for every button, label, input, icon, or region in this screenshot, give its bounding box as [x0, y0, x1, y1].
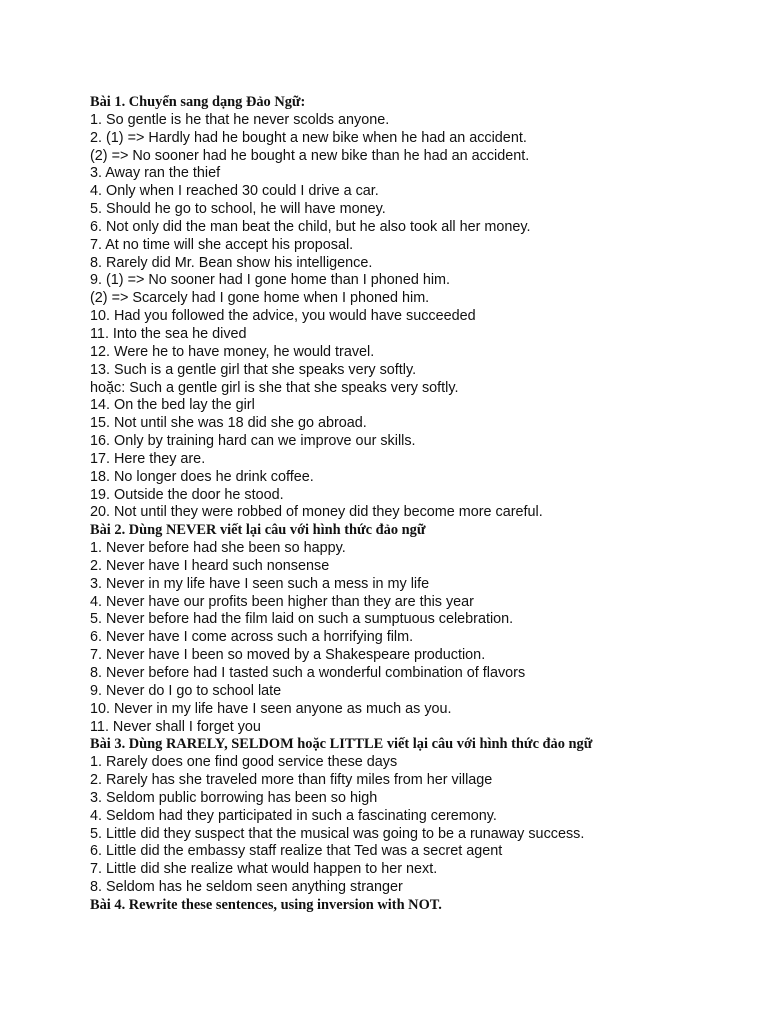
answer-line: 10. Had you followed the advice, you would have succeeded [90, 308, 476, 325]
answer-line: 10. Never in my life have I seen anyone as much as you. [90, 700, 452, 717]
section-heading: Bài 1. Chuyển sang dạng Đảo Ngữ: [90, 94, 306, 110]
answer-line: 20. Not until they were robbed of money did they become more careful. [90, 504, 543, 521]
answer-line: 16. Only by training hard can we improve our skills. [90, 433, 416, 450]
answer-line: 1. So gentle is he that he never scolds anyone. [90, 111, 390, 128]
answer-line: 19. Outside the door he stood. [90, 486, 284, 503]
answer-line: hoặc: Such a gentle girl is she that she speaks very softly. [90, 379, 459, 396]
answer-line: 13. Such is a gentle girl that she speaks very softly. [90, 361, 417, 378]
section-heading: Bài 2. Dùng NEVER viết lại câu với hình thức đảo ngữ [90, 522, 426, 539]
answer-line: 7. At no time will she accept his proposal. [90, 236, 354, 253]
answer-line: 4. Seldom had they participated in such a fascinating ceremony. [90, 807, 497, 824]
answer-line: 18. No longer does he drink coffee. [90, 468, 314, 485]
answer-line: 7. Never have I been so moved by a Shakespeare production. [90, 647, 486, 664]
answer-line: (2) => Scarcely had I gone home when I phoned him. [90, 290, 430, 307]
answer-line: 6. Not only did the man beat the child, but he also took all her money. [90, 218, 531, 235]
answer-line: 7. Little did she realize what would happen to her next. [90, 861, 438, 878]
answer-line: 8. Rarely did Mr. Bean show his intelligence. [90, 254, 373, 271]
answer-line: 17. Here they are. [90, 450, 206, 467]
answer-line: 2. (1) => Hardly had he bought a new bike when he had an accident. [90, 129, 527, 146]
answer-line: 9. (1) => No sooner had I gone home than I phoned him. [90, 272, 451, 289]
answer-line: 11. Never shall I forget you [90, 718, 261, 735]
answer-line: 5. Little did they suspect that the musical was going to be a runaway success. [90, 825, 585, 842]
answer-line: 3. Away ran the thief [90, 165, 221, 182]
answer-line: 12. Were he to have money, he would travel. [90, 343, 375, 360]
answer-line: 2. Rarely has she traveled more than fifty miles from her village [90, 772, 493, 789]
answer-line: 1. Never before had she been so happy. [90, 540, 346, 557]
answer-line: 4. Never have our profits been higher than they are this year [90, 593, 474, 610]
answer-line: 3. Seldom public borrowing has been so high [90, 789, 378, 806]
section-heading: Bài 3. Dùng RARELY, SELDOM hoặc LITTLE viết lại câu với hình thức đảo ngữ [90, 736, 593, 753]
answer-line: 9. Never do I go to school late [90, 682, 282, 699]
answer-line: 4. Only when I reached 30 could I drive a car. [90, 183, 379, 200]
answer-line: (2) => No sooner had he bought a new bike than he had an accident. [90, 147, 530, 164]
answer-line: 11. Into the sea he dived [90, 325, 247, 342]
answer-line: 14. On the bed lay the girl [90, 397, 255, 414]
answer-line: 5. Should he go to school, he will have money. [90, 201, 386, 218]
answer-line: 5. Never before had the film laid on such a sumptuous celebration. [90, 611, 514, 628]
answer-line: 6. Never have I come across such a horrifying film. [90, 629, 414, 646]
answer-line: 8. Never before had I tasted such a wonderful combination of flavors [90, 665, 526, 681]
answer-line: 2. Never have I heard such nonsense [90, 557, 330, 574]
answer-line: 8. Seldom has he seldom seen anything stranger [90, 879, 403, 896]
answer-line: 3. Never in my life have I seen such a mess in my life [90, 575, 430, 592]
answer-line: 6. Little did the embassy staff realize that Ted was a secret agent [90, 843, 503, 860]
answer-line: 1. Rarely does one find good service these days [90, 754, 398, 771]
answer-line: 15. Not until she was 18 did she go abroad. [90, 415, 367, 432]
section-heading: Bài 4. Rewrite these sentences, using inversion with NOT. [90, 896, 442, 913]
document-page [90, 94, 750, 915]
